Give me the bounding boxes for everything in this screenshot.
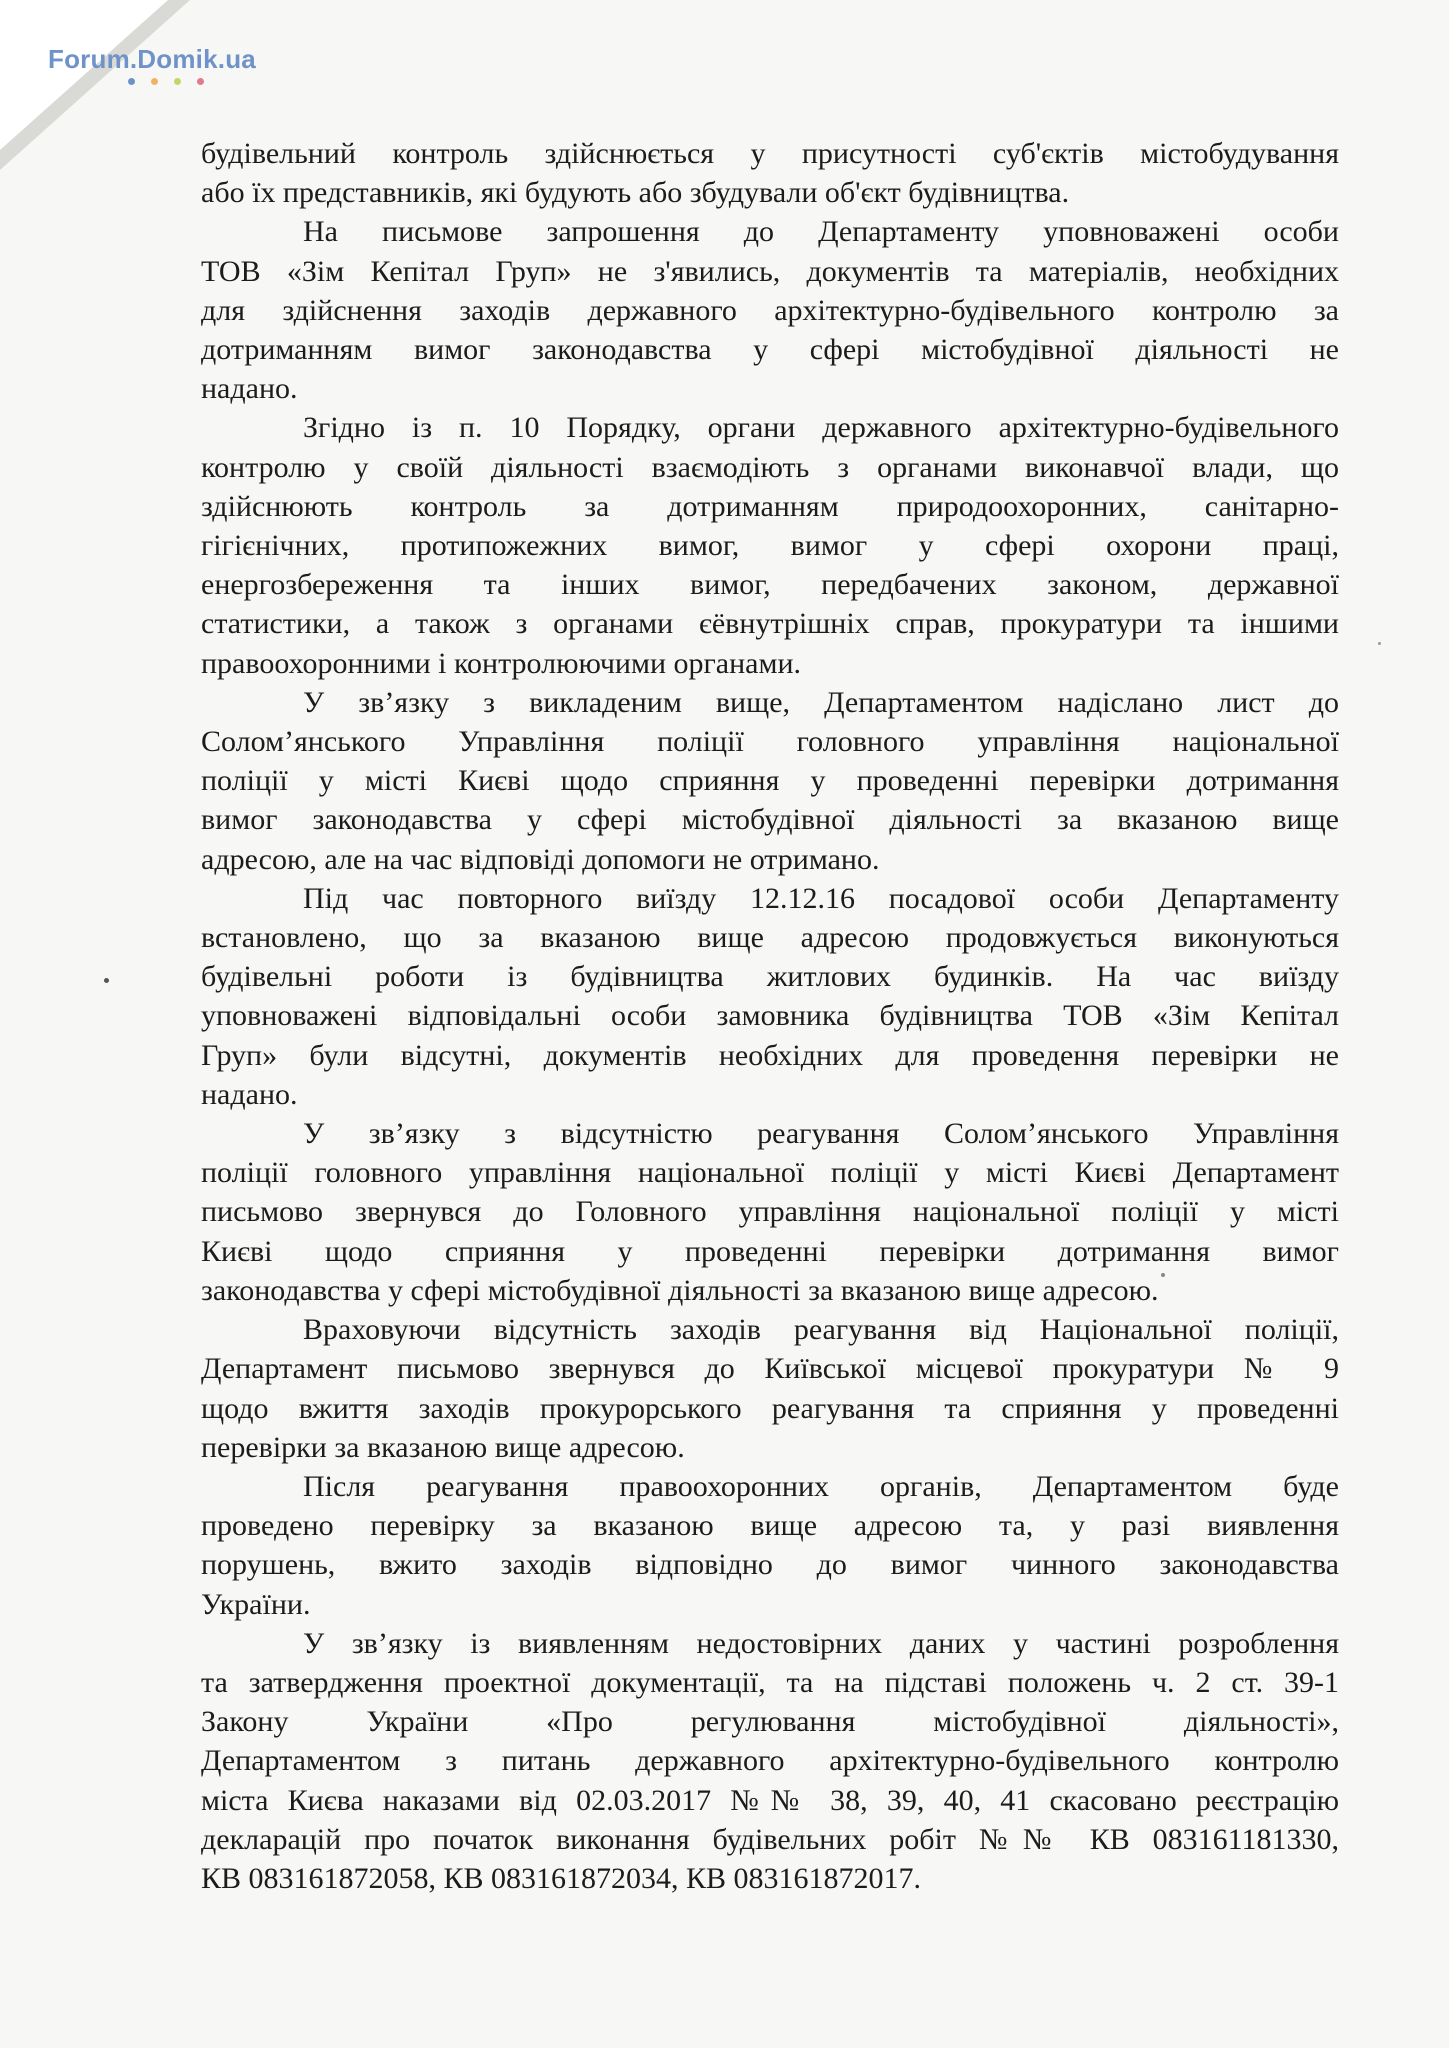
paragraph — [201, 683, 1339, 879]
paragraph — [201, 212, 1339, 408]
paragraph — [201, 134, 1339, 212]
text-line: поліції у місті Києві щодо сприяння у проведенні перевірки дотримання — [201, 764, 1339, 798]
text-line: адресою, але на час відповіді допомоги не отримано. — [201, 842, 880, 876]
text-line: КВ 083161872058, КВ 083161872034, КВ 083161872017. — [201, 1861, 922, 1895]
text-line: будівельні роботи із будівництва житлових будинків. На час виїзду — [201, 960, 1339, 994]
text-line: проведено перевірку за вказаною вище адресою та, у разі виявлення — [201, 1509, 1339, 1543]
text-line: надано. — [201, 1077, 298, 1111]
text-line: дотриманням вимог законодавства у сфері містобудівної діяльності не — [201, 333, 1339, 367]
text-line: встановлено, що за вказаною вище адресою продовжується виконуються — [201, 921, 1339, 955]
text-line: міста Києва наказами від 02.03.2017 №№ 38, 39, 40, 41 скасовано реєстрацію — [201, 1783, 1339, 1817]
text-line: Згідно із п. 10 Порядку, органи державного архітектурно-будівельного — [303, 411, 1339, 445]
scan-speck — [104, 978, 109, 983]
text-line: вимог законодавства у сфері містобудівної діяльності за вказаною вище — [201, 803, 1339, 837]
watermark-dot — [128, 78, 135, 85]
scan-speck — [1161, 1273, 1165, 1277]
text-line: для здійснення заходів державного архітектурно-будівельного контролю за — [201, 293, 1339, 327]
paragraph — [201, 1310, 1339, 1467]
text-line: порушень, вжито заходів відповідно до вимог чинного законодавства — [201, 1548, 1339, 1582]
watermark-text: Forum.Domik.ua — [48, 44, 256, 74]
text-line: контролю у своїй діяльності взаємодіють з органами виконавчої влади, що — [201, 450, 1339, 484]
text-line: письмово звернувся до Головного управління національної поліції у місті — [201, 1195, 1339, 1229]
text-line: здійснюють контроль за дотриманням природоохоронних, санітарно- — [201, 489, 1339, 523]
text-line: гігієнічних, протипожежних вимог, вимог у сфері охорони праці, — [201, 529, 1339, 563]
text-line: Києві щодо сприяння у проведенні перевірки дотримання вимог — [201, 1234, 1339, 1268]
text-line: енергозбереження та інших вимог, передбачених законом, державної — [201, 568, 1339, 602]
text-line: статистики, а також з органами єёвнутрішніх справ, прокуратури та іншими — [201, 607, 1339, 641]
text-line: будівельний контроль здійснюється у присутності суб'єктів містобудування — [201, 137, 1339, 170]
text-line: ТОВ «Зім Кепітал Груп» не з'явились, документів та матеріалів, необхідних — [201, 254, 1339, 288]
watermark-dots — [128, 78, 288, 85]
watermark-dot — [174, 78, 181, 85]
text-line: поліції головного управління національної поліції у місті Києві Департамент — [201, 1156, 1339, 1190]
text-line: перевірки за вказаною вище адресою. — [201, 1430, 685, 1464]
text-line: надано. — [201, 372, 298, 406]
text-line: На письмове запрошення до Департаменту уповноважені особи — [303, 215, 1339, 249]
text-line: Після реагування правоохоронних органів, Департаментом буде — [303, 1469, 1339, 1503]
paragraph — [201, 1624, 1339, 1898]
text-line: У зв’язку з викладеним вище, Департаментом надіслано лист до — [303, 685, 1339, 719]
forum-watermark — [48, 44, 288, 94]
text-line: Груп» були відсутні, документів необхідних для проведення перевірки не — [201, 1038, 1339, 1072]
text-line: Під час повторного виїзду 12.12.16 посадової особи Департаменту — [303, 881, 1339, 915]
text-line: та затвердження проектної документації, та на підставі положень ч. 2 ст. 39-1 — [201, 1665, 1339, 1699]
paragraph — [201, 1467, 1339, 1624]
scan-speck — [1378, 642, 1381, 645]
paragraph — [201, 879, 1339, 1114]
text-line: уповноважені відповідальні особи замовника будівництва ТОВ «Зім Кепітал — [201, 999, 1339, 1033]
text-line: декларацій про початок виконання будівельних робіт №№ КВ 083161181330, — [201, 1822, 1339, 1856]
watermark-dot — [151, 78, 158, 85]
paragraph — [201, 1114, 1339, 1310]
text-line: Враховуючи відсутність заходів реагування від Національної поліції, — [303, 1313, 1339, 1347]
text-line: щодо вжиття заходів прокурорського реагування та сприяння у проведенні — [201, 1391, 1339, 1425]
letter-body — [201, 134, 1339, 1898]
text-line: або їх представників, які будують або збудували об'єкт будівництва. — [201, 176, 1070, 210]
text-line: У зв’язку із виявленням недостовірних даних у частині розроблення — [303, 1626, 1339, 1660]
text-line: Солом’янського Управління поліції головного управління національної — [201, 725, 1339, 759]
text-line: Департаментом з питань державного архітектурно-будівельного контролю — [201, 1744, 1339, 1778]
text-line: законодавства у сфері містобудівної діяльності за вказаною вище адресою. — [201, 1273, 1159, 1307]
text-line: України. — [201, 1587, 311, 1621]
text-line: правоохоронними і контролюючими органами. — [201, 646, 802, 680]
text-line: У зв’язку з відсутністю реагування Солом’янського Управління — [303, 1117, 1339, 1151]
text-line: Закону України «Про регулювання містобудівної діяльності», — [201, 1705, 1339, 1739]
watermark-dot — [197, 78, 204, 85]
text-line: Департамент письмово звернувся до Київської місцевої прокуратури № 9 — [201, 1352, 1339, 1386]
paragraph — [201, 408, 1339, 682]
